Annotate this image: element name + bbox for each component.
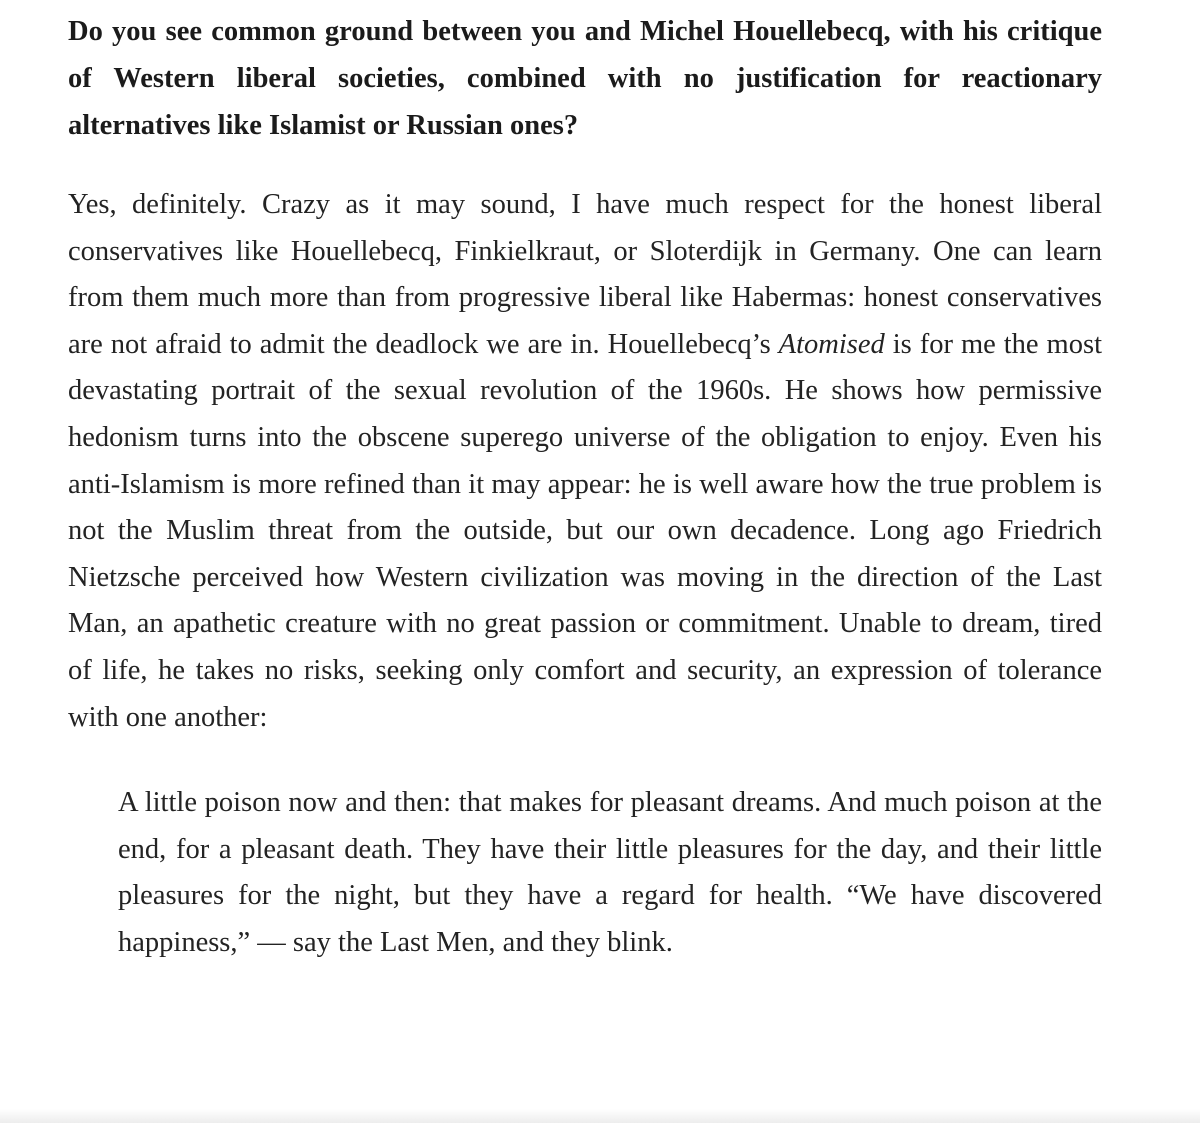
book-title: Atomised — [778, 328, 885, 360]
interview-answer — [68, 182, 1102, 741]
article-body — [68, 8, 1102, 967]
interview-question: Do you see common ground between you and Michel Houellebecq, with his critique of Western liberal societies, combined with no justification for reactionary alternatives like Islamist or Russian ones? — [68, 16, 1102, 141]
answer-text-end: is for me the most devastating portrait of the sexual revolution of the 1960s. He shows how permissive hedonism turns into the obscene superego universe of the obligation to enjoy. Even his anti-Islamism is more refined than it may appear: he is well aware how the true problem is not the Muslim threat from the outside, but our own decadence. Long ago Friedrich Nietzsche perceived how Western civilization was moving in the direction of the Last Man, an apathetic creature with no great passion or commitment. Unable to dream, tired of life, he takes no risks, seeking only comfort and security, an expression of tolerance with one another: — [68, 328, 1102, 733]
bottom-edge-shadow — [0, 1109, 1200, 1123]
answer-text-start: Yes, definitely. Crazy as it may sound, I have much respect for the honest liberal conservatives like Houellebecq, Finkielkraut, or Sloterdijk in Germany. One can learn from them much more than from progressive liberal like Habermas: honest conservatives are not afraid to admit the deadlock we are in. Houellebecq’s — [68, 189, 1102, 360]
nietzsche-block-quote: A little poison now and then: that makes for pleasant dreams. And much poison at the end, for a pleasant death. They have their little pleasures for the day, and their little pleasures for the night, but they have a regard for health. “We have discovered happiness,” — say the Last Men, and they blink. — [118, 787, 1102, 958]
